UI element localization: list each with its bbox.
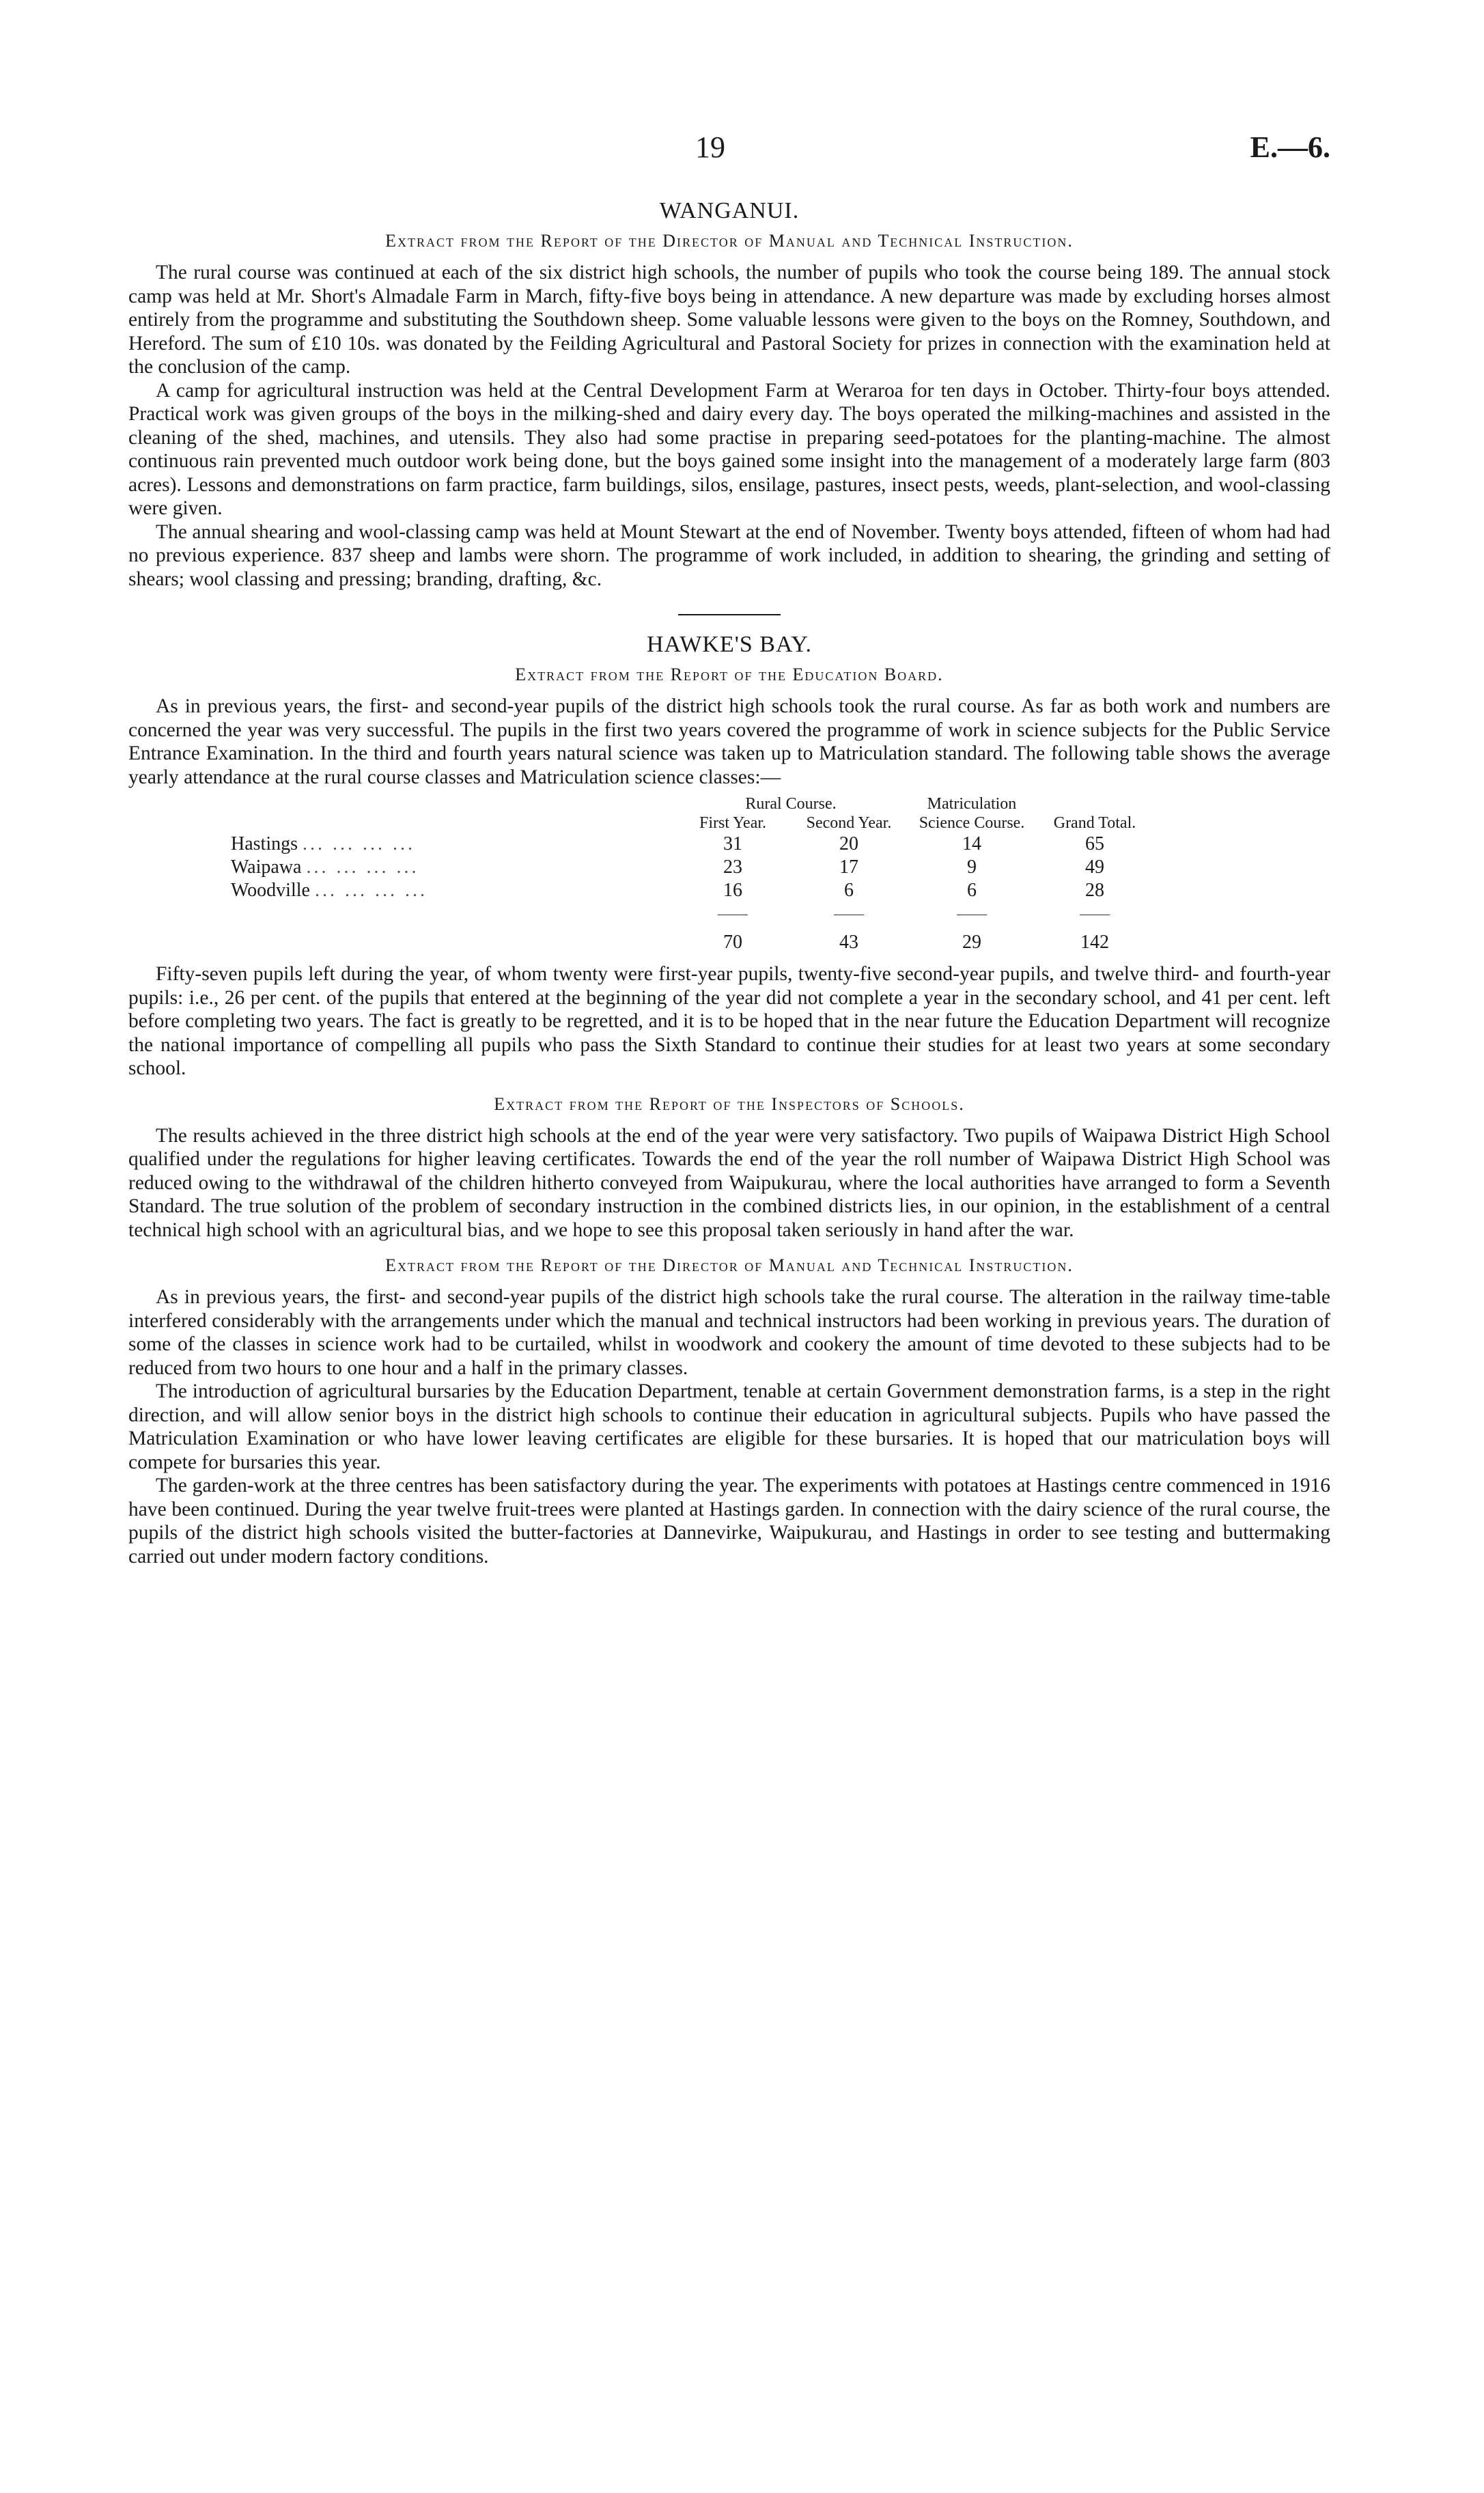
row-place: Hastings xyxy=(231,833,298,854)
section-title-hawkes-bay: HAWKE'S BAY. xyxy=(646,632,813,657)
section-divider xyxy=(678,614,781,615)
cell-matriculation: 14 xyxy=(962,833,981,854)
paragraph: The garden-work at the three centres has been satisfactory during the year. The experiments with potatoes at Hastings centre commenced in 1916 have been continued. During the year twelve fruit-trees were planted at Hastings garden. In connection with the dairy science of the rural course, the pupils of the district high schools visited the butter-factories at Dannevirke, Waipukurau, and Hastings in order to see testing and buttermaking carried out under modern factory conditions. xyxy=(128,1475,1330,1568)
cell-matriculation: 9 xyxy=(967,856,977,878)
row-place: Waipawa xyxy=(231,856,302,878)
page-reference: E.—6. xyxy=(1250,130,1330,164)
table-header-first-year: First Year. xyxy=(699,814,767,832)
cell-second-year: 17 xyxy=(839,856,858,878)
total-grand: 142 xyxy=(1080,932,1109,953)
leader-dots: ... ... ... ... xyxy=(303,833,415,854)
page-number: 19 xyxy=(695,130,725,164)
total-matriculation: 29 xyxy=(962,932,981,953)
extract-heading-inspectors: Extract from the Report of the Inspectors of Schools. xyxy=(494,1094,965,1114)
cell-second-year: 6 xyxy=(844,880,854,901)
table-row xyxy=(224,833,1153,856)
paragraph: The results achieved in the three district high schools at the end of the year were very satisfactory. Two pupils of Waipawa District High School qualified under the regulations for higher leaving certificates. Towards the end of the year the roll number of Waipawa District High School was reduced owing to the withdrawal of the children hitherto conveyed from Waipukurau, where the local authorities have arranged to form a Seventh Standard. The true solution of the problem of secondary instruction in the combined districts lies, in our opinion, in the establishment of a central technical high school with an agricultural bias, and we hope to see this proposal taken seriously in hand after the war. xyxy=(128,1124,1330,1241)
cell-grand-total: 65 xyxy=(1085,833,1104,854)
paragraph: The annual shearing and wool-classing camp was held at Mount Stewart at the end of November. Twenty boys attended, fifteen of whom had had no previous experience. 837 sheep and lambs were shorn. The programme of work included, in addition to shearing, the grinding and setting of shears; wool classing and pressing; branding, drafting, &c. xyxy=(128,520,1330,590)
leader-dots: ... ... ... ... xyxy=(306,856,419,878)
table-header-matriculation: Matriculation Science Course. xyxy=(919,795,1025,832)
paragraph: The rural course was continued at each of the six district high schools, the number of pupils who took the course being 189. The annual stock camp was held at Mr. Short's Almadale Farm in March, fifty-five boys being in attendance. A new departure was made by excluding horses almost entirely from the programme and substituting the Southdown sheep. Some valuable lessons were given to the boys on the Romney, Southdown, and Hereford. The sum of £10 10s. was donated by the Feilding Agricultural and Pastoral Society for prizes in connection with the examination held at the conclusion of the camp. xyxy=(128,262,1330,378)
paragraph: Fifty-seven pupils left during the year, of whom twenty were first-year pupils, twenty-five second-year pupils, and twelve third- and fourth-year pupils: i.e., 26 per cent. of the pupils that entered at the beginning of the year did not complete a year in the secondary school, and 41 per cent. left before completing two years. The fact is greatly to be regretted, and it is to be hoped that in the near future the Education Department will recognize the national importance of compelling all pupils who pass the Sixth Standard to continue their studies for at least two years at some secondary school. xyxy=(128,963,1330,1079)
table-row xyxy=(224,879,1153,902)
extract-heading-education-board: Extract from the Report of the Education Board. xyxy=(515,665,944,684)
page-header xyxy=(128,130,1330,171)
extract-heading-wanganui: Extract from the Report of the Director of Manual and Technical Instruction. xyxy=(385,231,1074,251)
cell-grand-total: 28 xyxy=(1085,880,1104,901)
table-header-rural-course: Rural Course. xyxy=(745,795,837,813)
total-second-year: 43 xyxy=(839,932,858,953)
leader-dots: ... ... ... ... xyxy=(314,880,428,901)
extract-heading-director: Extract from the Report of the Director of Manual and Technical Instruction. xyxy=(385,1255,1074,1275)
cell-first-year: 23 xyxy=(723,856,742,878)
row-place: Woodville xyxy=(231,880,310,901)
paragraph: As in previous years, the first- and second-year pupils of the district high schools take the rural course. The alteration in the railway time-table interfered considerably with the arrangements under which the manual and technical instructors had been working in previous years. The duration of some of the classes in science work had to be curtailed, whilst in woodwork and cookery the amount of time devoted to these subjects had to be reduced from two hours to one hour and a half in the primary classes. xyxy=(128,1286,1330,1379)
table-row xyxy=(224,856,1153,879)
cell-grand-total: 49 xyxy=(1085,856,1104,878)
total-first-year: 70 xyxy=(723,932,742,953)
section-title-wanganui: WANGANUI. xyxy=(659,198,800,223)
cell-first-year: 16 xyxy=(723,880,742,901)
table-rule-row xyxy=(224,902,1153,925)
table-header-second-year: Second Year. xyxy=(806,814,892,832)
paragraph: The introduction of agricultural bursaries by the Education Department, tenable at certain Government demonstration farms, is a step in the right direction, and will allow senior boys in the district high schools to continue their education in agricultural subjects. Pupils who have passed the Matriculation Examination or who have lower leaving certificates are eligible for these bursaries. It is hoped that our matriculation boys will compete for bursaries this year. xyxy=(128,1380,1330,1473)
paragraph: As in previous years, the first- and second-year pupils of the district high schools took the rural course. As far as both work and numbers are concerned the year was very successful. The pupils in the first two years covered the programme of work in science subjects for the Public Service Entrance Examination. In the third and fourth years natural science was taken up to Matriculation standard. The following table shows the average yearly attendance at the rural course classes and Matriculation science classes:— xyxy=(128,695,1330,788)
paragraph: A camp for agricultural instruction was held at the Central Development Farm at Weraroa for ten days in October. Thirty-four boys attended. Practical work was given groups of the boys in the milking-shed and dairy every day. The boys operated the milking-machines and assisted in the cleaning of the shed, machines, and utensils. They also had some practise in preparing seed-potatoes for the planting-machine. The almost continuous rain prevented much outdoor work being done, but the boys gained some insight into the management of a moderately large farm (803 acres). Lessons and demonstrations on farm practice, farm buildings, silos, ensilage, pastures, insect pests, weeds, plant-selection, and wool-classing were given. xyxy=(128,379,1330,519)
attendance-table xyxy=(224,794,1153,954)
table-totals-row xyxy=(224,925,1153,954)
cell-first-year: 31 xyxy=(723,833,742,854)
document-page xyxy=(128,130,1330,1568)
cell-second-year: 20 xyxy=(839,833,858,854)
table-header-grand-total: Grand Total. xyxy=(1053,814,1136,832)
cell-matriculation: 6 xyxy=(967,880,977,901)
